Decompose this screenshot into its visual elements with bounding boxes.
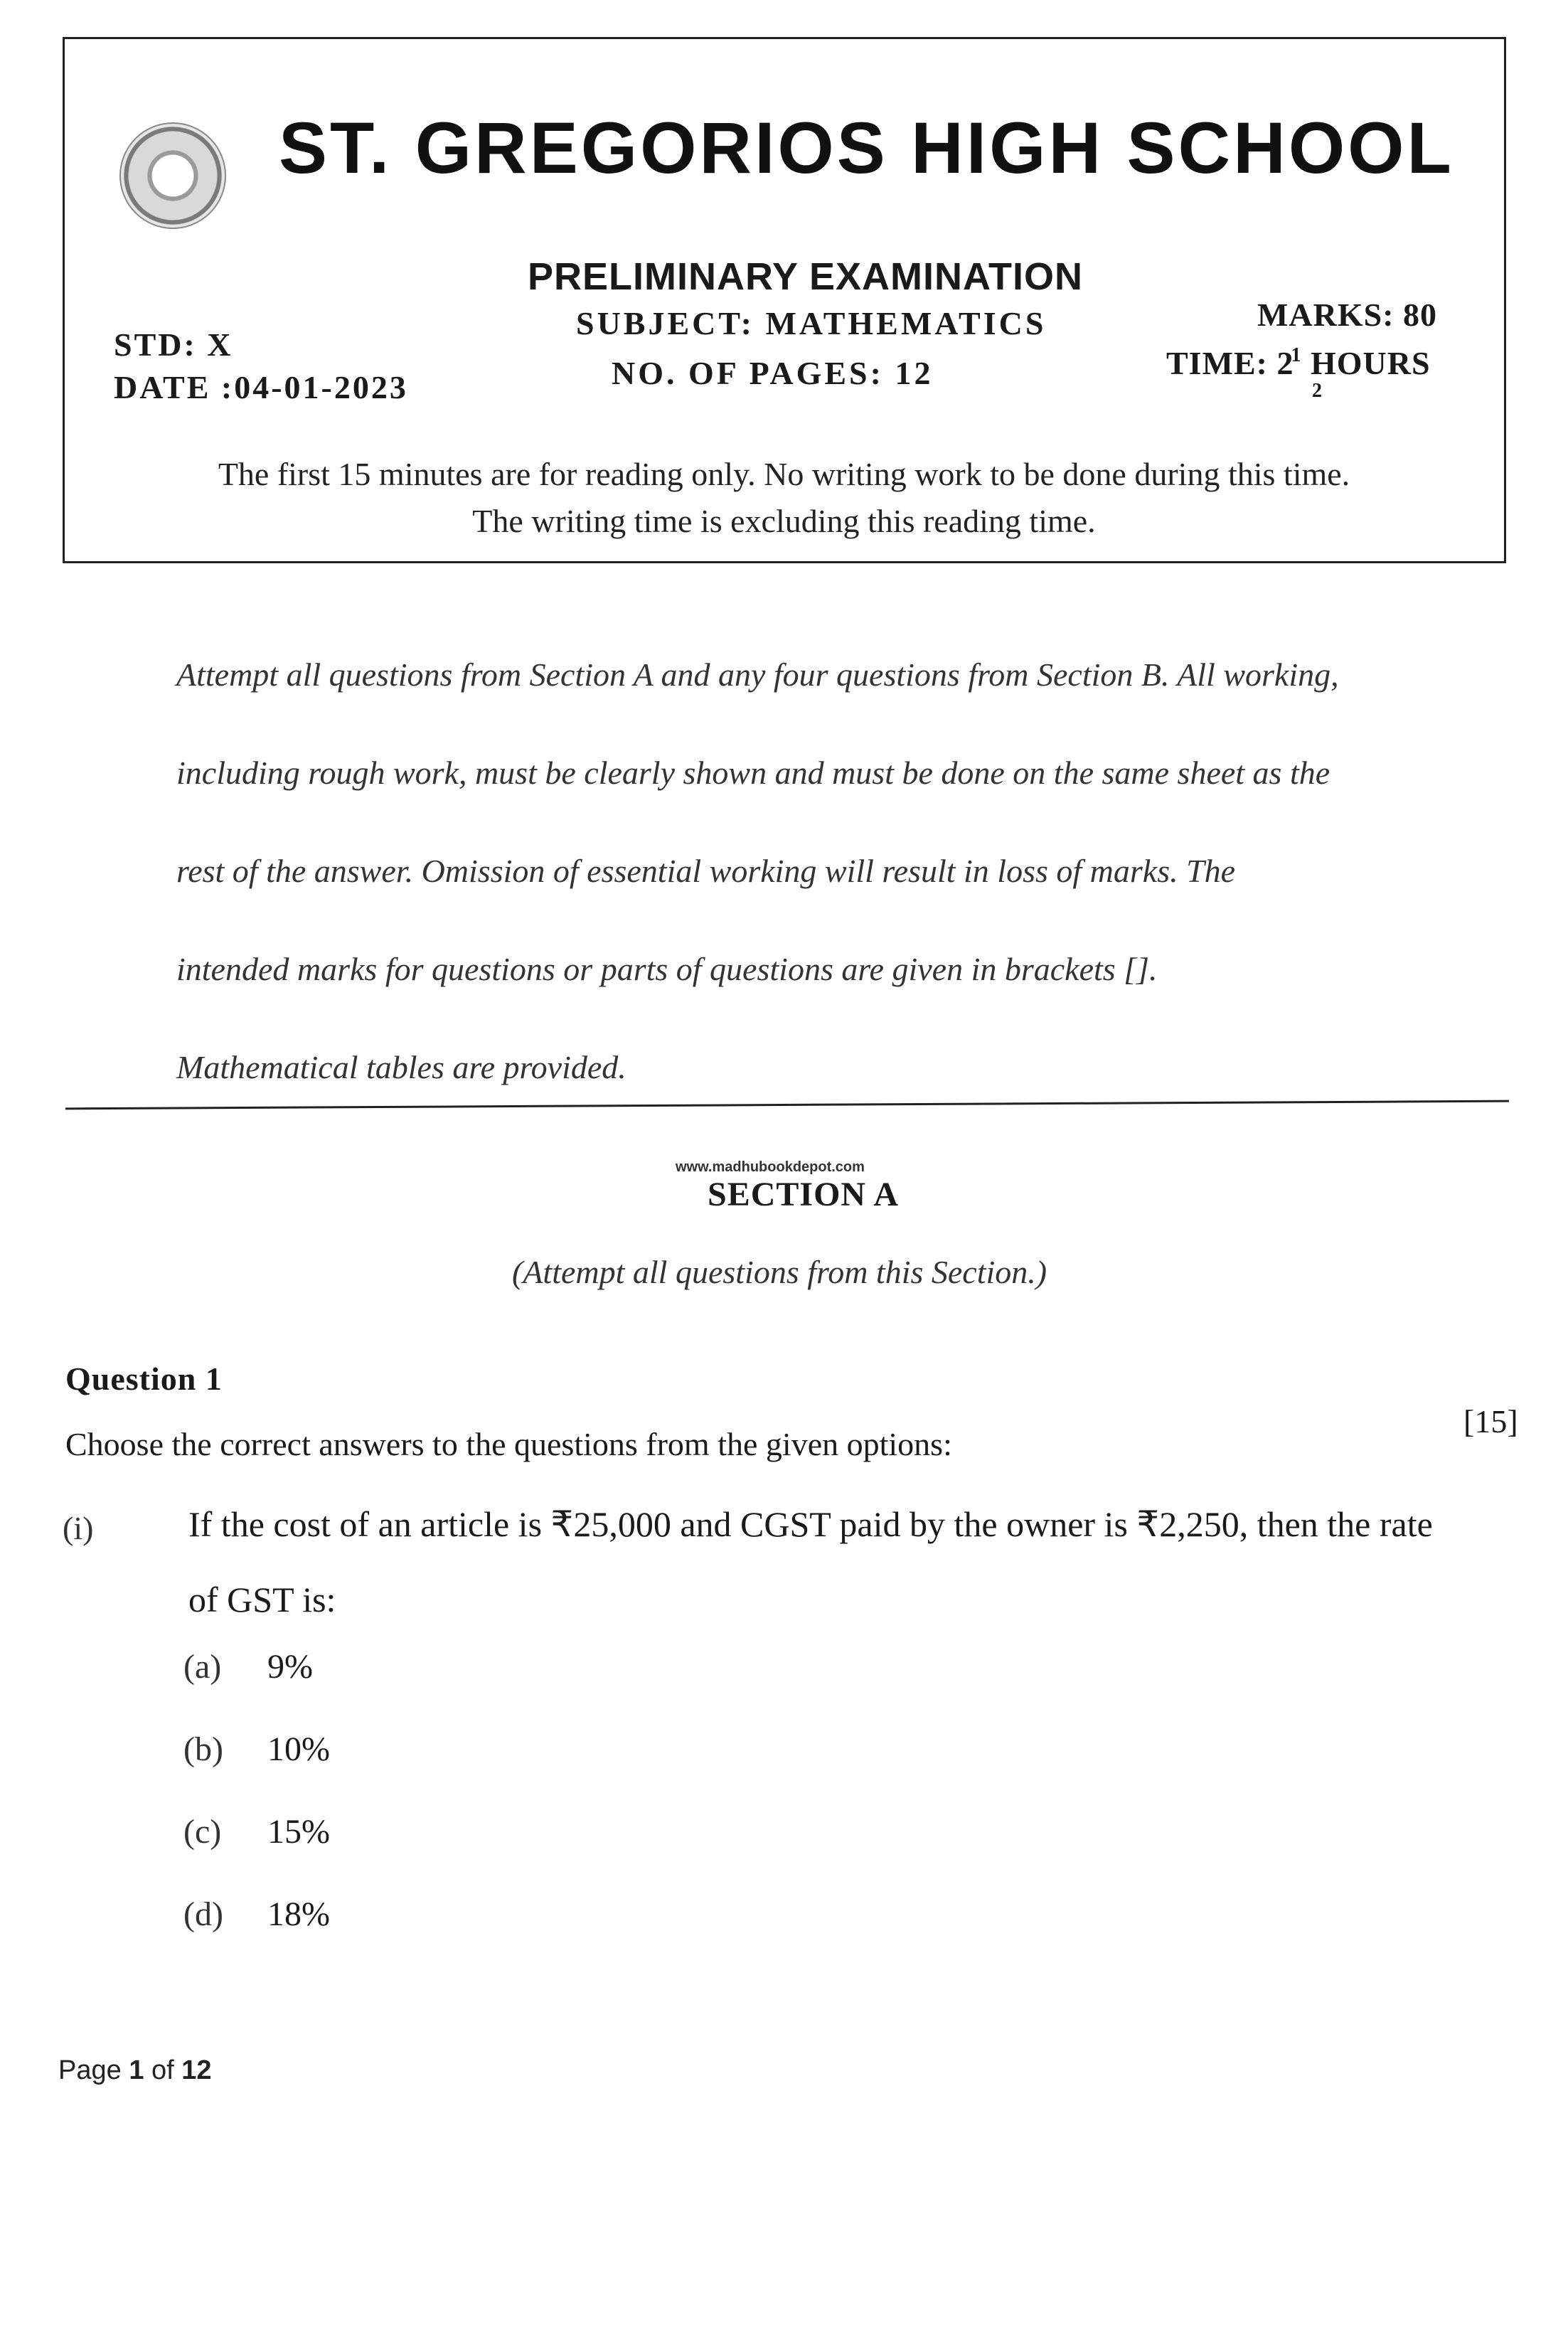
section-title: SECTION A <box>708 1176 900 1213</box>
option-d <box>183 1895 330 1934</box>
instruction-line: Mathematical tables are provided. <box>176 1049 626 1085</box>
time-suffix: HOURS <box>1311 345 1431 381</box>
page-prefix: Page <box>58 2055 129 2085</box>
option-text: 15% <box>267 1813 330 1851</box>
date-label: DATE :04-01-2023 <box>114 369 408 405</box>
section-subtitle: (Attempt all questions from this Section.) <box>512 1254 1047 1290</box>
question-marks: [15] <box>1463 1403 1518 1439</box>
time-fraction-denominator: 2 <box>1312 380 1323 402</box>
school-logo-icon <box>119 122 226 229</box>
subquestion-number: (i) <box>63 1510 94 1546</box>
option-text: 10% <box>267 1730 330 1768</box>
question-prompt: Choose the correct answers to the questions from the given options: <box>65 1426 952 1462</box>
watermark-url: www.madhubookdepot.com <box>676 1159 865 1175</box>
reading-time-note-line2: The writing time is excluding this reading time. <box>472 503 1096 539</box>
option-label: (d) <box>183 1895 223 1933</box>
page-separator: of <box>144 2055 182 2085</box>
time-label <box>1166 344 1431 402</box>
page-total: 12 <box>181 2055 212 2085</box>
marks-label: MARKS: 80 <box>1257 297 1438 333</box>
instruction-line: Attempt all questions from Section A and any four questions from Section B. All working, <box>176 656 1339 693</box>
instruction-line: rest of the answer. Omission of essential working will result in loss of marks. The <box>176 853 1236 889</box>
pages-label: NO. OF PAGES: 12 <box>612 355 934 391</box>
page-current: 1 <box>129 2055 144 2085</box>
school-name: ST. GREGORIOS HIGH SCHOOL <box>279 107 1454 188</box>
option-a <box>183 1647 313 1686</box>
question-title: Question 1 <box>65 1361 223 1397</box>
option-text: 9% <box>267 1648 313 1686</box>
instructions <box>176 626 1478 1117</box>
std-label: STD: X <box>114 326 233 363</box>
option-label: (a) <box>183 1648 222 1686</box>
page-number <box>58 2055 212 2086</box>
subject-label: SUBJECT: MATHEMATICS <box>576 305 1047 341</box>
option-label: (c) <box>183 1813 222 1851</box>
time-fraction-numerator: 1 <box>1291 344 1302 366</box>
option-label: (b) <box>183 1730 223 1768</box>
option-b <box>183 1730 330 1769</box>
instruction-line: including rough work, must be clearly shown and must be done on the same sheet as the <box>176 755 1330 791</box>
reading-time-note-line1: The first 15 minutes are for reading only. No writing work to be done during this time. <box>218 456 1350 492</box>
option-text: 18% <box>267 1895 330 1933</box>
instruction-line: intended marks for questions or parts of questions are given in brackets []. <box>176 951 1158 987</box>
subquestion-text: If the cost of an article is ₹25,000 and CGST paid by the owner is ₹2,250, then the rate of GST is: <box>188 1504 1433 1619</box>
exam-title: PRELIMINARY EXAMINATION <box>527 255 1084 298</box>
time-prefix: TIME: 2 <box>1166 345 1294 381</box>
option-c <box>183 1812 330 1851</box>
